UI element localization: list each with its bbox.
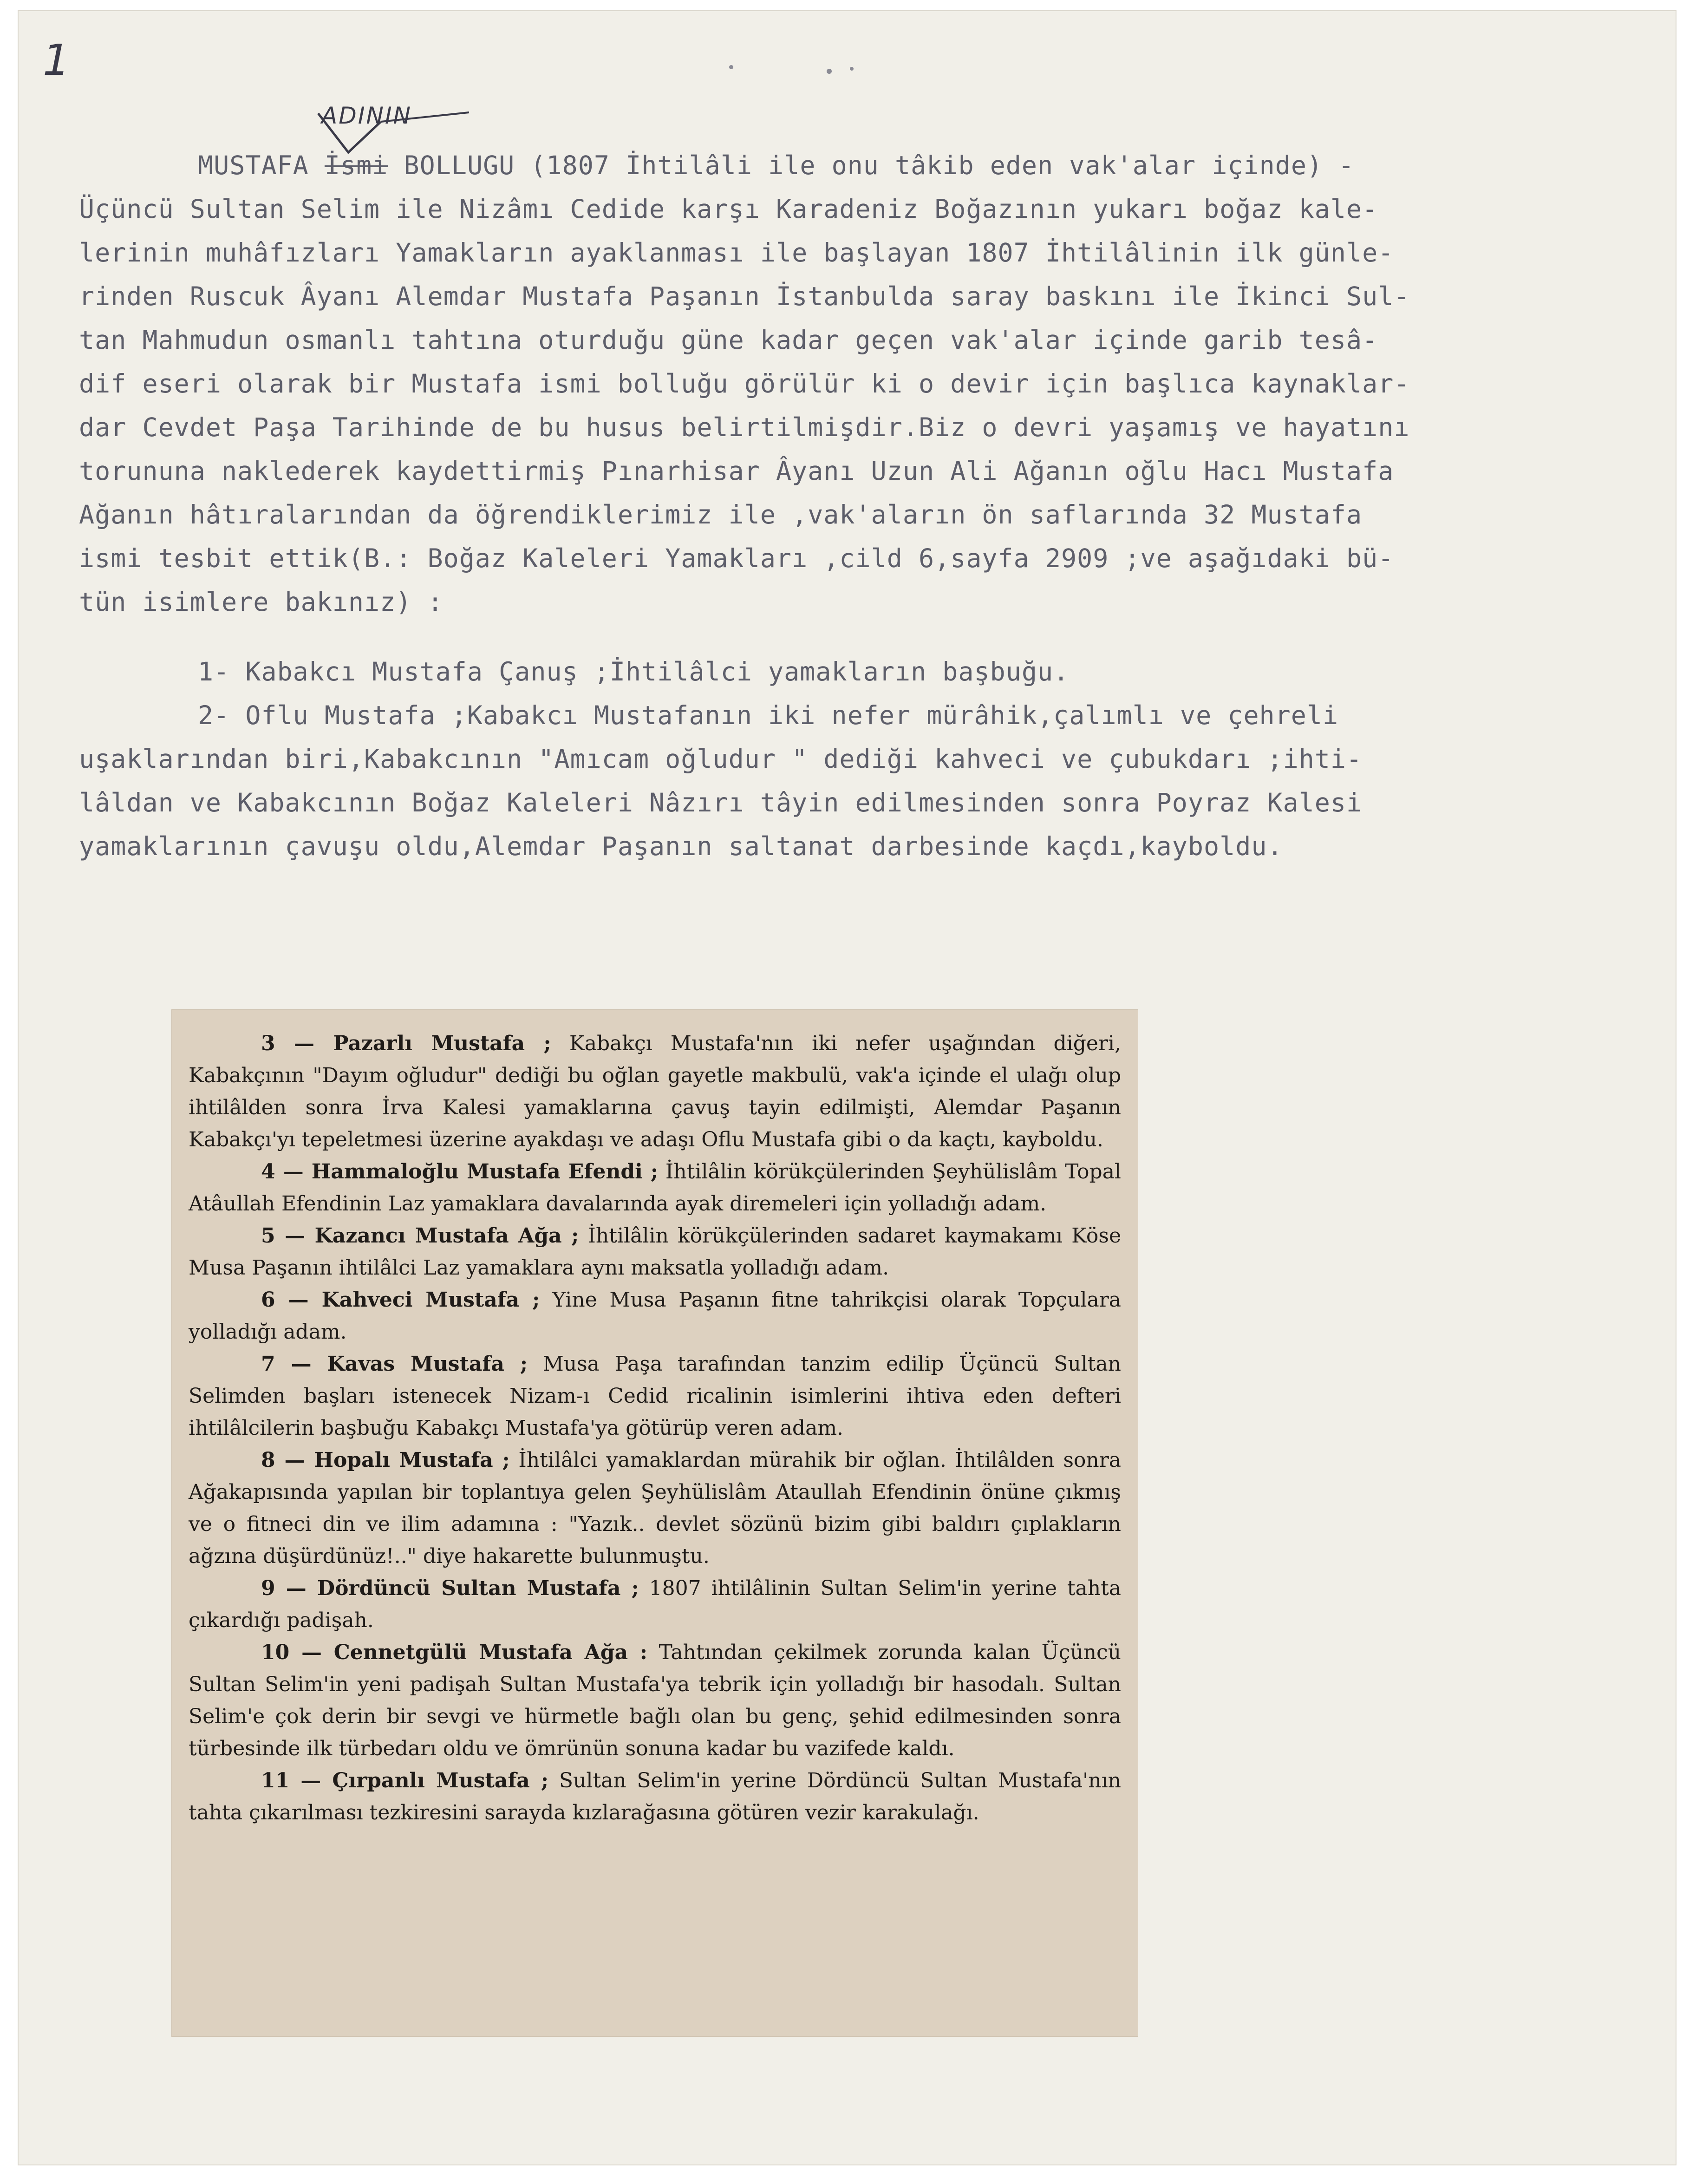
clipping-entry [189, 1636, 1121, 1765]
typewritten-text [79, 144, 1649, 868]
entry-text: İhtilâlci yamaklardan mürahik bir oğlan. İhtilâlden sonra Ağakapısında yapılan bir toplantıya gelen Şeyhülislâm Ataullah Efendinin önüne çıkmış ve o fitneci din ve ilim adamına : "Yazık.. devlet sözünü bizim gibi baldırı çıplakların ağzına düşürdünüz!.." diye hakarette bulunmuştu. [189, 1448, 1121, 1568]
entry-text: İhtilâlin körükçülerinden sadaret kaymakamı Köse Musa Paşanın ihtilâlci Laz yamaklara aynı maksatla yolladığı adam. [189, 1224, 1121, 1280]
body-line: tan Mahmudun osmanlı tahtına oturduğu güne kadar geçen vak'alar içinde garib tesâ- [79, 325, 1378, 355]
entry-heading: 11 — Çırpanlı Mustafa ; [261, 1769, 549, 1792]
clipping-entry [189, 1156, 1121, 1220]
title-head: MUSTAFA [198, 150, 309, 180]
struck-word: İsmi [324, 150, 388, 180]
entry-text: Sultan Selim'in yerine Dördüncü Sultan Mustafa'nın tahta çıkarılması tezkiresini sarayda kızlarağasına götüren vezir karakulağı. [189, 1769, 1121, 1824]
clipping-entry [189, 1572, 1121, 1636]
clipping-entry [189, 1348, 1121, 1444]
document-page [18, 10, 1676, 2165]
page-number: 1 [43, 35, 70, 85]
body-line: rinden Ruscuk Âyanı Alemdar Mustafa Paşanın İstanbulda saray baskını ile İkinci Sul- [79, 281, 1410, 311]
title-line [79, 144, 1649, 187]
entry-heading: 7 — Kavas Mustafa ; [261, 1352, 528, 1376]
entry-text: 1807 ihtilâlinin Sultan Selim'in yerine tahta çıkardığı padişah. [189, 1576, 1121, 1632]
entry-heading: 4 — Hammaloğlu Mustafa Efendi ; [261, 1160, 659, 1184]
entry-heading: 10 — Cennetgülü Mustafa Ağa : [261, 1641, 648, 1664]
body-line: Üçüncü Sultan Selim ile Nizâmı Cedide karşı Karadeniz Boğazının yukarı boğaz kale- [79, 194, 1378, 224]
paper-speck [827, 69, 832, 74]
body-line: Ağanın hâtıralarından da öğrendiklerimiz ile ,vak'aların ön saflarında 32 Mustafa [79, 500, 1363, 530]
entry-text: İhtilâlin körükçülerinden Şeyhülislâm Topal Atâullah Efendinin Laz yamaklara davalarında ayak diremeleri için yolladığı adam. [189, 1160, 1121, 1216]
clipping-entry [189, 1027, 1121, 1156]
paper-speck [850, 67, 854, 71]
entry-heading: 3 — Pazarlı Mustafa ; [261, 1032, 551, 1055]
clipping-entry [189, 1444, 1121, 1572]
title-rest: (1807 İhtilâli ile onu tâkib eden vak'alar içinde) - [530, 150, 1355, 180]
entry-text: Tahtından çekilmek zorunda kalan Üçüncü Sultan Selim'in yeni padişah Sultan Mustafa'ya tebrik için yolladığı bir hasodalı. Sultan Selim'e çok derin bir sevgi ve hürmetle bağlı olan bu genç, şehid edilmesinden sonra türbesinde ilk türbedarı oldu ve ömrünün sonuna kadar bu vazifede kaldı. [189, 1641, 1121, 1760]
entry-text: Musa Paşa tarafından tanzim edilip Üçüncü Sultan Selimden başları istenecek Nizam-ı Cedid ricalinin isimlerini ihtiva eden defteri ihtilâlcilerin başbuğu Kabakçı Mustafa'ya götürüp veren adam. [189, 1352, 1121, 1440]
entry-heading: 8 — Hopalı Mustafa ; [261, 1448, 510, 1472]
clipping-entry [189, 1220, 1121, 1284]
body-line: lerinin muhâfızları Yamakların ayaklanması ile başlayan 1807 İhtilâlinin ilk günle- [79, 238, 1394, 268]
list-item: 1- Kabakcı Mustafa Çanuş ;İhtilâlci yamakların başbuğu. [198, 657, 1070, 687]
title-word: BOLLUGU [404, 150, 515, 180]
entry-heading: 6 — Kahveci Mustafa ; [261, 1288, 540, 1312]
paper-speck [729, 65, 733, 69]
body-line: dar Cevdet Paşa Tarihinde de bu husus belirtilmişdir.Biz o devri yaşamış ve hayatını [79, 412, 1410, 442]
body-line: dif eseri olarak bir Mustafa ismi bolluğu görülür ki o devir için başlıca kaynaklar- [79, 369, 1410, 399]
clipping-entry [189, 1765, 1121, 1829]
entry-heading: 9 — Dördüncü Sultan Mustafa ; [261, 1576, 639, 1600]
list-item-continuation: yamaklarının çavuşu oldu,Alemdar Paşanın saltanat darbesinde kaçdı,kayboldu. [79, 831, 1283, 861]
entry-heading: 5 — Kazancı Mustafa Ağa ; [261, 1224, 579, 1248]
body-line: ismi tesbit ettik(B.: Boğaz Kaleleri Yamakları ,cild 6,sayfa 2909 ;ve aşağıdaki bü- [79, 543, 1394, 573]
body-line: torununa naklederek kaydettirmiş Pınarhisar Âyanı Uzun Ali Ağanın oğlu Hacı Mustafa [79, 456, 1394, 486]
list-item-continuation: uşaklarından biri,Kabakcının "Amıcam oğludur " dediği kahveci ve çubukdarı ;ihti- [79, 744, 1363, 774]
list-item: 2- Oflu Mustafa ;Kabakcı Mustafanın iki nefer mürâhik,çalımlı ve çehreli [198, 700, 1339, 730]
newspaper-clipping [172, 1010, 1138, 2036]
clipping-entry [189, 1284, 1121, 1348]
body-line: tün isimlere bakınız) : [79, 587, 444, 617]
entry-text: Yine Musa Paşanın fitne tahrikçisi olarak Topçulara yolladığı adam. [189, 1288, 1121, 1344]
list-item-continuation: lâldan ve Kabakcının Boğaz Kaleleri Nâzırı tâyin edilmesinden sonra Poyraz Kalesi [79, 788, 1363, 817]
handwritten-insertion: ADININ [321, 102, 412, 129]
entry-text: Kabakçı Mustafa'nın iki nefer uşağından diğeri, Kabakçının "Dayım oğludur" dediği bu oğlan gayetle makbulü, vak'a içinde el ulağı olup ihtilâlden sonra İrva Kalesi yamaklarına çavuş tayin edilmişti, Alemdar Paşanın Kabakçı'yı tepeletmesi üzerine ayakdaşı ve adaşı Oflu Mustafa gibi o da kaçtı, kayboldu. [189, 1032, 1121, 1151]
